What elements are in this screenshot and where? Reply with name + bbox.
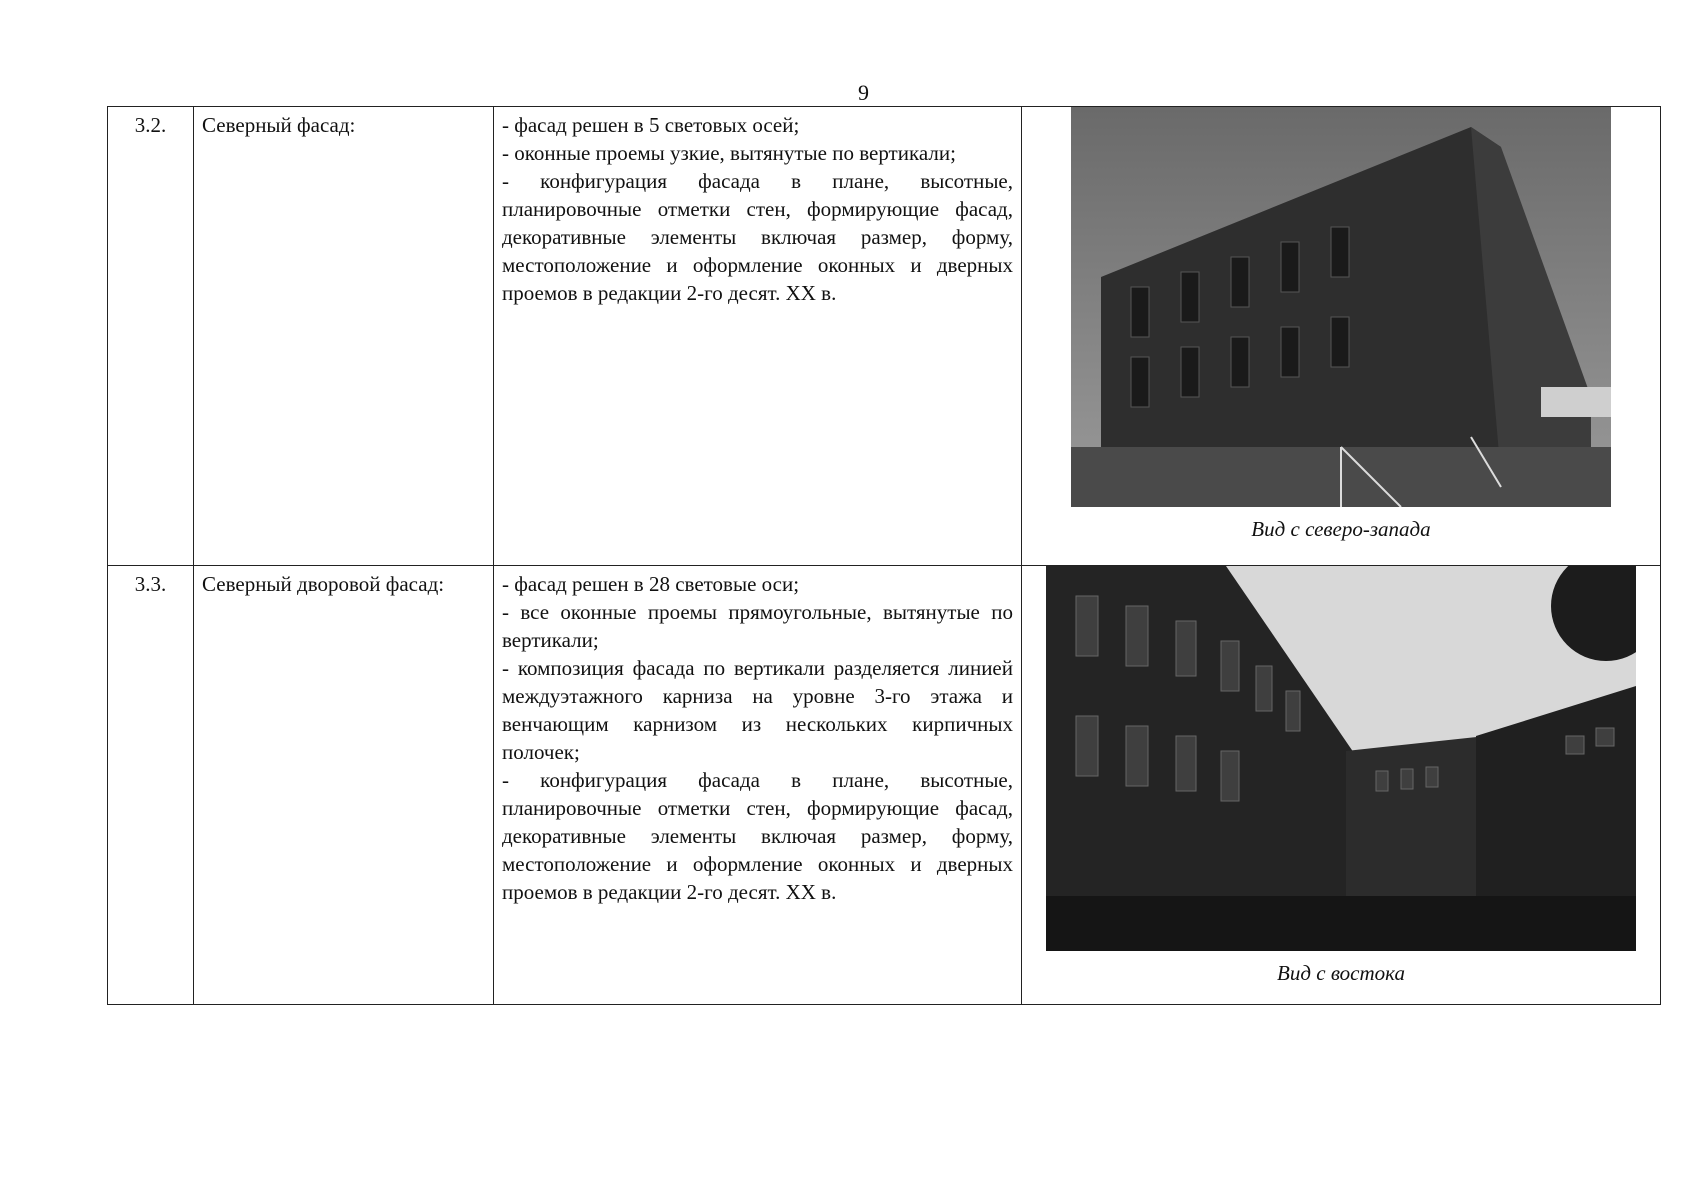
description-item: - фасад решен в 5 световых осей;: [502, 113, 800, 137]
row-number: 3.2.: [108, 107, 194, 566]
page-number: 9: [858, 80, 869, 105]
description-item: - композиция фасада по вертикали разделяется линией междуэтажного карниза на уровне 3-го этажа и венчающим карнизом из нескольких кирпичных полочек;: [502, 656, 1013, 764]
facade-description: [494, 566, 1022, 1005]
facade-table: [107, 106, 1661, 1005]
description-item: - конфигурация фасада в плане, высотные, планировочные отметки стен, формирующие фасад, декоративные элементы включая размер, форму, местоположение и оформление оконных и дверных проемов в редакции 2-го десят. XX в.: [502, 169, 1013, 305]
description-item: - оконные проемы узкие, вытянутые по вертикали;: [502, 141, 956, 165]
photo-cell: [1022, 566, 1661, 1005]
description-item: - все оконные проемы прямоугольные, вытянутые по вертикали;: [502, 600, 1013, 652]
table-row: [108, 107, 1661, 566]
building-photo-east: [1046, 566, 1636, 951]
facade-name: Северный дворовой фасад:: [194, 566, 494, 1005]
table-row: [108, 566, 1661, 1005]
description-item: - фасад решен в 28 световые оси;: [502, 572, 800, 596]
photo-caption: Вид с северо-запада: [1251, 517, 1431, 541]
photo-caption: Вид с востока: [1277, 961, 1405, 985]
row-number: 3.3.: [108, 566, 194, 1005]
facade-description: [494, 107, 1022, 566]
building-photo-northwest: [1071, 107, 1611, 507]
facade-name: Северный фасад:: [194, 107, 494, 566]
photo-cell: [1022, 107, 1661, 566]
description-item: - конфигурация фасада в плане, высотные, планировочные отметки стен, формирующие фасад, декоративные элементы включая размер, форму, местоположение и оформление оконных и дверных проемов в редакции 2-го десят. XX в.: [502, 768, 1013, 904]
